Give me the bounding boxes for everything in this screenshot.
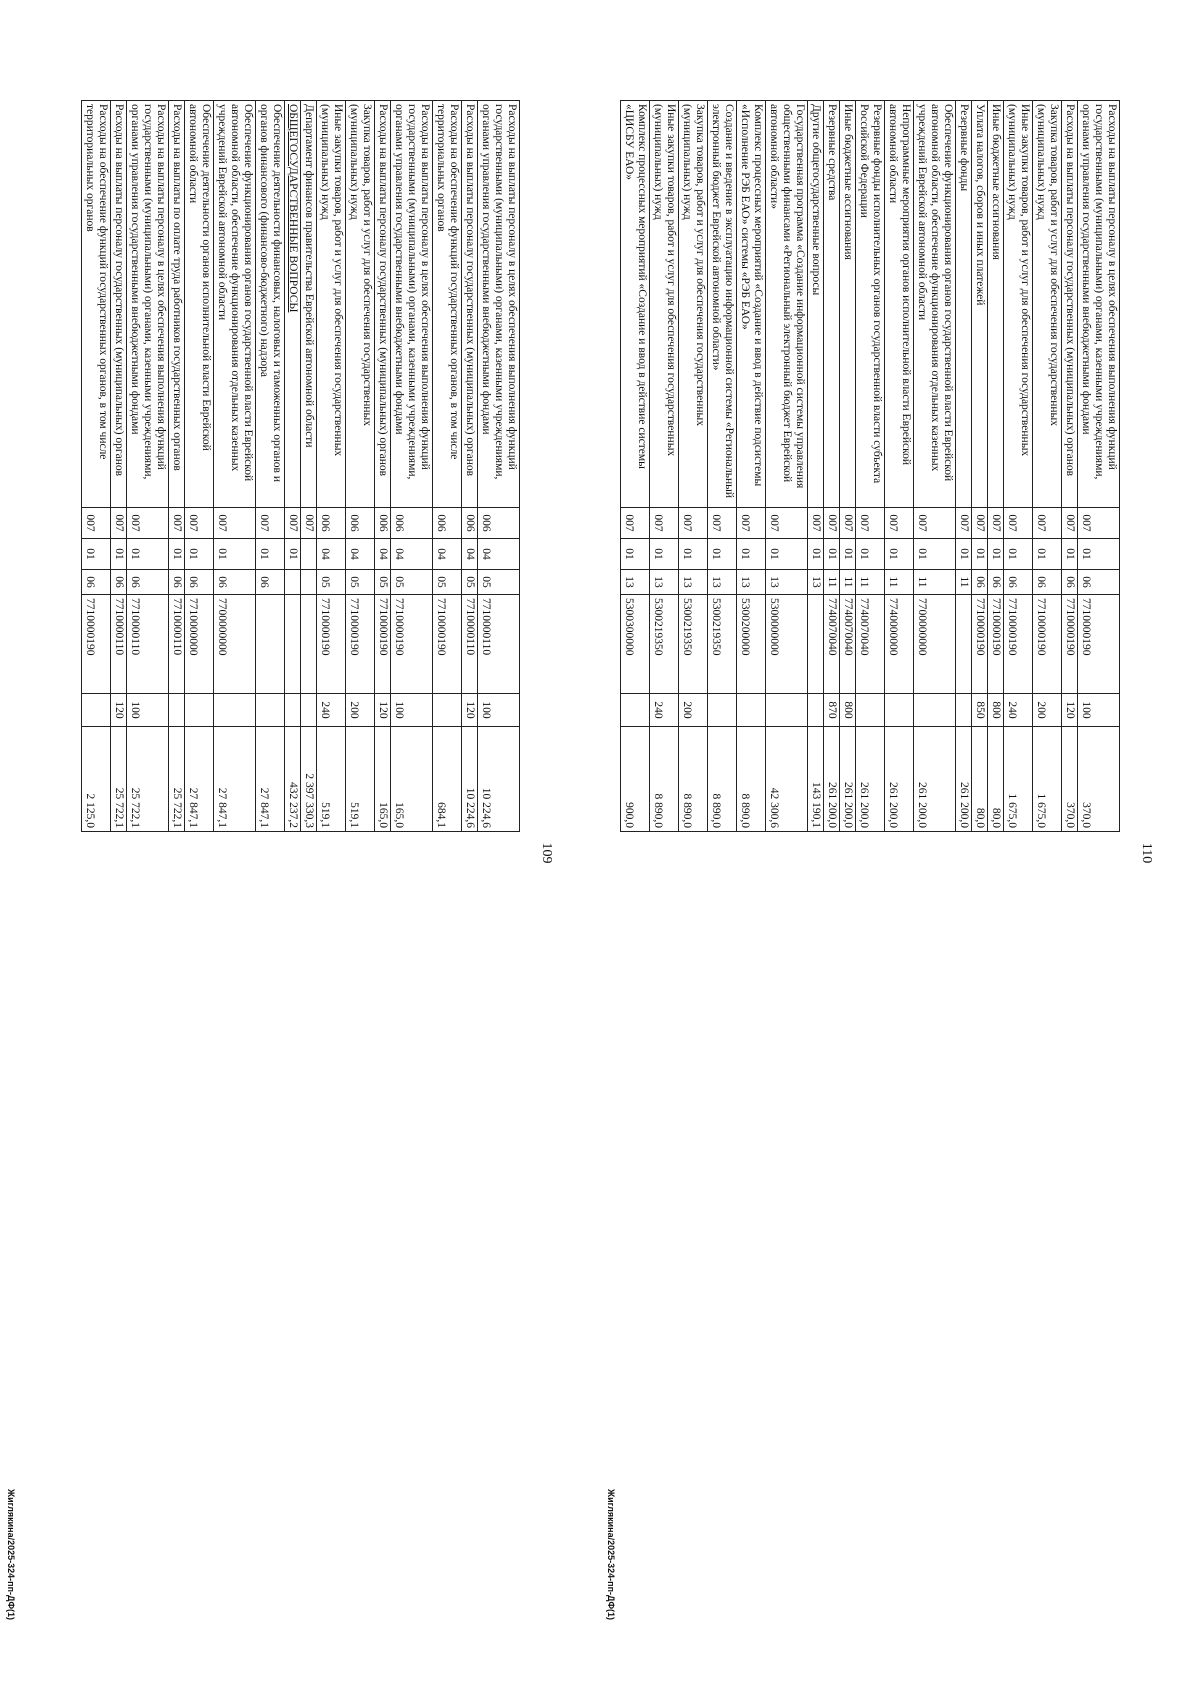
- grbs-code-cell: 007: [650, 508, 679, 539]
- grbs-code-cell: 007: [737, 508, 766, 539]
- section-code-cell: 01: [127, 539, 169, 570]
- section-code-cell: 01: [708, 539, 737, 570]
- subsection-code-cell: 05: [478, 570, 520, 595]
- subsection-code-cell: 06: [972, 570, 988, 595]
- table-row: [462, 101, 478, 832]
- expense-type-cell: [214, 694, 256, 727]
- subsection-code-cell: [301, 570, 317, 595]
- section-code-cell: 01: [972, 539, 988, 570]
- grbs-code-cell: 007: [256, 508, 285, 539]
- amount-cell: 27 847,1: [214, 727, 256, 832]
- row-name-cell: Непрограммные мероприятия органов исполнительной власти Еврейской автономной области: [885, 101, 914, 508]
- amount-cell: 25 722,1: [111, 727, 127, 832]
- section-code-cell: 01: [214, 539, 256, 570]
- subsection-code-cell: 06: [1062, 570, 1078, 595]
- amount-cell: 261 200,0: [885, 727, 914, 832]
- grbs-code-cell: 007: [766, 508, 808, 539]
- target-article-cell: 5300219350: [708, 595, 737, 694]
- row-name-cell: Другие общегосударственные вопросы: [808, 101, 824, 508]
- table-row: [956, 101, 972, 832]
- grbs-code-cell: 007: [82, 508, 111, 539]
- section-code-cell: 01: [737, 539, 766, 570]
- subsection-code-cell: 05: [462, 570, 478, 595]
- target-article-cell: 7710000110: [478, 595, 520, 694]
- amount-cell: 432 237,2: [285, 727, 301, 832]
- section-code-cell: 01: [82, 539, 111, 570]
- target-article-cell: 7710000000: [185, 595, 214, 694]
- target-article-cell: 7710000190: [391, 595, 433, 694]
- table-row: [766, 101, 808, 832]
- page-number: 109: [539, 842, 554, 864]
- row-name-cell: Расходы на выплаты по оплате труда работников государственных органов: [169, 101, 185, 508]
- section-code-cell: [301, 539, 317, 570]
- table-row: [1078, 101, 1120, 832]
- budget-table: [620, 100, 1120, 832]
- subsection-code-cell: [285, 570, 301, 595]
- table-row: [840, 101, 856, 832]
- expense-type-cell: 800: [840, 694, 856, 727]
- table-row: [650, 101, 679, 832]
- expense-type-cell: [185, 694, 214, 727]
- amount-cell: 25 722,1: [169, 727, 185, 832]
- subsection-code-cell: 05: [433, 570, 462, 595]
- table-row: [914, 101, 956, 832]
- target-article-cell: 5300300000: [621, 595, 650, 694]
- target-article-cell: 7710000190: [1062, 595, 1078, 694]
- table-row: [82, 101, 111, 832]
- target-article-cell: 5300200000: [737, 595, 766, 694]
- expense-type-cell: [82, 694, 111, 727]
- target-article-cell: 7710000190: [1004, 595, 1033, 694]
- amount-cell: 8 890,0: [650, 727, 679, 832]
- amount-cell: 8 890,0: [679, 727, 708, 832]
- expense-type-cell: 800: [988, 694, 1004, 727]
- row-name-cell: Расходы на выплаты персоналу в целях обеспечения выполнения функций государственными (муниципальными) органами, казенными учреждениями, органами управления государственными внебюджетными фондами: [391, 101, 433, 508]
- left-page: [0, 0, 560, 1706]
- table-row: [621, 101, 650, 832]
- target-article-cell: [301, 595, 317, 694]
- grbs-code-cell: 007: [972, 508, 988, 539]
- subsection-code-cell: 05: [317, 570, 346, 595]
- row-name-cell: Расходы на выплаты персоналу государственных (муниципальных) органов: [111, 101, 127, 508]
- table-row: [214, 101, 256, 832]
- grbs-code-cell: 007: [214, 508, 256, 539]
- subsection-code-cell: 06: [1033, 570, 1062, 595]
- expense-type-cell: 120: [1062, 694, 1078, 727]
- row-name-cell: Закупка товаров, работ и услуг для обеспечения государственных (муниципальных) нужд: [346, 101, 375, 508]
- table-row: [375, 101, 391, 832]
- target-article-cell: 5300219350: [679, 595, 708, 694]
- grbs-code-cell: 007: [285, 508, 301, 539]
- table-row: [169, 101, 185, 832]
- expense-type-cell: [856, 694, 885, 727]
- row-name-cell: Закупка товаров, работ и услуг для обеспечения государственных (муниципальных) нужд: [679, 101, 708, 508]
- amount-cell: 27 847,1: [185, 727, 214, 832]
- page-number: 110: [1139, 842, 1154, 864]
- target-article-cell: [808, 595, 824, 694]
- subsection-code-cell: 13: [679, 570, 708, 595]
- expense-type-cell: [808, 694, 824, 727]
- expense-type-cell: 870: [824, 694, 840, 727]
- amount-cell: 80,0: [988, 727, 1004, 832]
- grbs-code-cell: 007: [1004, 508, 1033, 539]
- section-code-cell: 04: [375, 539, 391, 570]
- grbs-code-cell: 007: [169, 508, 185, 539]
- amount-cell: 10 224,6: [462, 727, 478, 832]
- amount-cell: 519,1: [317, 727, 346, 832]
- subsection-code-cell: 06: [111, 570, 127, 595]
- row-name-cell: Расходы на обеспечение функций государственных органов, в том числе территориальных органов: [433, 101, 462, 508]
- row-name-cell: Расходы на выплаты персоналу государственных (муниципальных) органов: [1062, 101, 1078, 508]
- footer-code: Жиглякина/2025-324-пп-ДФ(1): [606, 1488, 616, 1620]
- grbs-code-cell: 006: [462, 508, 478, 539]
- row-name-cell: Обеспечение деятельности финансовых, налоговых и таможенных органов и органов финансового (финансово-бюджетного) надзора: [256, 101, 285, 508]
- table-row: [1033, 101, 1062, 832]
- expense-type-cell: 120: [111, 694, 127, 727]
- section-code-cell: 04: [433, 539, 462, 570]
- row-name-cell: Создание и введение в эксплуатацию информационной системы «Региональный электронный бюджет Еврейской автономной области»: [708, 101, 737, 508]
- grbs-code-cell: 007: [824, 508, 840, 539]
- table-row: [737, 101, 766, 832]
- expense-type-cell: 200: [346, 694, 375, 727]
- row-name-cell: Резервные средства: [824, 101, 840, 508]
- section-code-cell: 01: [840, 539, 856, 570]
- grbs-code-cell: 007: [185, 508, 214, 539]
- right-page-rotated-content: [600, 0, 1160, 1706]
- section-code-cell: 01: [914, 539, 956, 570]
- expense-type-cell: 200: [679, 694, 708, 727]
- amount-cell: 2 125,0: [82, 727, 111, 832]
- section-code-cell: 01: [766, 539, 808, 570]
- amount-cell: 2 397 330,3: [301, 727, 317, 832]
- section-code-cell: 01: [169, 539, 185, 570]
- expense-type-cell: 100: [1078, 694, 1120, 727]
- grbs-code-cell: 007: [856, 508, 885, 539]
- amount-cell: 261 200,0: [856, 727, 885, 832]
- target-article-cell: 7710000110: [111, 595, 127, 694]
- section-code-cell: 01: [956, 539, 972, 570]
- target-article-cell: [956, 595, 972, 694]
- row-name-cell: Иные закупки товаров, работ и услуг для обеспечения государственных (муниципальных) нужд: [650, 101, 679, 508]
- amount-cell: 684,1: [433, 727, 462, 832]
- expense-type-cell: 240: [650, 694, 679, 727]
- subsection-code-cell: 06: [1004, 570, 1033, 595]
- section-code-cell: 04: [462, 539, 478, 570]
- table-row: [317, 101, 346, 832]
- row-name-cell: Расходы на обеспечение функций государственных органов, в том числе территориальных органов: [82, 101, 111, 508]
- row-name-cell: Иные закупки товаров, работ и услуг для обеспечения государственных (муниципальных) нужд: [317, 101, 346, 508]
- amount-cell: 261 200,0: [824, 727, 840, 832]
- target-article-cell: 7710000190: [1033, 595, 1062, 694]
- target-article-cell: 7710000190: [375, 595, 391, 694]
- target-article-cell: 7710000190: [433, 595, 462, 694]
- subsection-code-cell: 13: [650, 570, 679, 595]
- table-row: [301, 101, 317, 832]
- amount-cell: 143 190,1: [808, 727, 824, 832]
- target-article-cell: 7740070040: [840, 595, 856, 694]
- left-page-rotated-content: [0, 0, 560, 1706]
- row-name-cell: Обеспечение функционирования органов государственной власти Еврейской автономной области, обеспечение функционирования отдельных казенных учреждений Еврейской автономной области: [214, 101, 256, 508]
- grbs-code-cell: 007: [885, 508, 914, 539]
- table-row: [856, 101, 885, 832]
- amount-cell: 8 890,0: [737, 727, 766, 832]
- budget-table: [81, 100, 520, 832]
- subsection-code-cell: 05: [391, 570, 433, 595]
- expense-type-cell: 100: [478, 694, 520, 727]
- section-code-cell: 01: [1062, 539, 1078, 570]
- section-code-cell: 01: [111, 539, 127, 570]
- row-name-cell: Расходы на выплаты персоналу в целях обеспечения выполнения функций государственными (муниципальными) органами, казенными учреждениями, органами управления государственными внебюджетными фондами: [1078, 101, 1120, 508]
- grbs-code-cell: 006: [433, 508, 462, 539]
- amount-cell: 370,0: [1062, 727, 1078, 832]
- amount-cell: 261 200,0: [840, 727, 856, 832]
- target-article-cell: 7710000190: [346, 595, 375, 694]
- subsection-code-cell: 13: [808, 570, 824, 595]
- amount-cell: 261 200,0: [914, 727, 956, 832]
- section-code-cell: 01: [1078, 539, 1120, 570]
- table-row: [433, 101, 462, 832]
- amount-cell: 25 722,1: [127, 727, 169, 832]
- target-article-cell: 7740070040: [824, 595, 840, 694]
- expense-type-cell: 120: [462, 694, 478, 727]
- target-article-cell: 7700000000: [214, 595, 256, 694]
- target-article-cell: [256, 595, 285, 694]
- subsection-code-cell: 11: [856, 570, 885, 595]
- section-code-cell: 04: [346, 539, 375, 570]
- row-name-cell: Расходы на выплаты персоналу в целях обеспечения выполнения функций государственными (муниципальными) органами, казенными учреждениями, органами управления государственными внебюджетными фондами: [478, 101, 520, 508]
- expense-type-cell: [169, 694, 185, 727]
- row-name-cell: Иные закупки товаров, работ и услуг для обеспечения государственных (муниципальных) нужд: [1004, 101, 1033, 508]
- subsection-code-cell: 11: [840, 570, 856, 595]
- subsection-code-cell: 06: [169, 570, 185, 595]
- table-row: [111, 101, 127, 832]
- grbs-code-cell: 007: [1078, 508, 1120, 539]
- target-article-cell: 5300000000: [766, 595, 808, 694]
- subsection-code-cell: 13: [708, 570, 737, 595]
- amount-cell: 370,0: [1078, 727, 1120, 832]
- row-name-cell: Комплекс процессных мероприятий «Создание и ввод в действие подсистемы «Исполнение РЭБ ЕАО» системы «РЭБ ЕАО»: [737, 101, 766, 508]
- table-row: [988, 101, 1004, 832]
- amount-cell: 165,0: [375, 727, 391, 832]
- row-name-cell: Резервные фонды: [956, 101, 972, 508]
- table-row: [824, 101, 840, 832]
- subsection-code-cell: 05: [346, 570, 375, 595]
- subsection-code-cell: 13: [737, 570, 766, 595]
- row-name-cell: Иные бюджетные ассигнования: [988, 101, 1004, 508]
- amount-cell: 1 675,0: [1033, 727, 1062, 832]
- amount-cell: 42 300,6: [766, 727, 808, 832]
- row-name-cell: Расходы на выплаты персоналу государственных (муниципальных) органов: [462, 101, 478, 508]
- table-row: [679, 101, 708, 832]
- grbs-code-cell: 006: [346, 508, 375, 539]
- expense-type-cell: 200: [1033, 694, 1062, 727]
- expense-type-cell: 120: [375, 694, 391, 727]
- expense-type-cell: [621, 694, 650, 727]
- grbs-code-cell: 007: [988, 508, 1004, 539]
- table-row: [285, 101, 301, 832]
- table-row: [391, 101, 433, 832]
- grbs-code-cell: 007: [301, 508, 317, 539]
- target-article-cell: 7710000190: [972, 595, 988, 694]
- target-article-cell: 7710000110: [462, 595, 478, 694]
- grbs-code-cell: 007: [708, 508, 737, 539]
- target-article-cell: 7710000190: [988, 595, 1004, 694]
- grbs-code-cell: 006: [391, 508, 433, 539]
- subsection-code-cell: 11: [885, 570, 914, 595]
- section-code-cell: 01: [621, 539, 650, 570]
- section-code-cell: 01: [1033, 539, 1062, 570]
- section-code-cell: 01: [650, 539, 679, 570]
- subsection-code-cell: 13: [621, 570, 650, 595]
- expense-type-cell: [766, 694, 808, 727]
- target-article-cell: 7710000190: [82, 595, 111, 694]
- section-code-cell: 01: [256, 539, 285, 570]
- expense-type-cell: [301, 694, 317, 727]
- grbs-code-cell: 007: [1033, 508, 1062, 539]
- expense-type-cell: [256, 694, 285, 727]
- right-page: [600, 0, 1160, 1706]
- section-code-cell: 04: [317, 539, 346, 570]
- row-name-cell: ОБЩЕГОСУДАРСТВЕННЫЕ ВОПРОСЫ: [285, 101, 301, 508]
- row-name-cell: Уплата налогов, сборов и иных платежей: [972, 101, 988, 508]
- subsection-code-cell: 06: [988, 570, 1004, 595]
- target-article-cell: 7710000190: [1078, 595, 1120, 694]
- amount-cell: 27 847,1: [256, 727, 285, 832]
- target-article-cell: 7710000110: [127, 595, 169, 694]
- table-row: [256, 101, 285, 832]
- subsection-code-cell: 06: [256, 570, 285, 595]
- row-name-cell: Закупка товаров, работ и услуг для обеспечения государственных (муниципальных) нужд: [1033, 101, 1062, 508]
- target-article-cell: 7700000000: [914, 595, 956, 694]
- subsection-code-cell: 06: [214, 570, 256, 595]
- section-code-cell: 01: [988, 539, 1004, 570]
- row-name-cell: Обеспечение функционирования органов государственной власти Еврейской автономной области, обеспечение функционирования отдельных казенных учреждений Еврейской автономной области: [914, 101, 956, 508]
- amount-cell: 8 890,0: [708, 727, 737, 832]
- section-code-cell: 01: [856, 539, 885, 570]
- section-code-cell: 01: [808, 539, 824, 570]
- section-code-cell: 01: [824, 539, 840, 570]
- row-name-cell: Комплекс процессных мероприятий «Создание и ввод в действие системы «ЦИСБУ ЕАО»: [621, 101, 650, 508]
- subsection-code-cell: 05: [375, 570, 391, 595]
- grbs-code-cell: 007: [808, 508, 824, 539]
- row-name-cell: Расходы на выплаты персоналу в целях обеспечения выполнения функций государственными (муниципальными) органами, казенными учреждениями, органами управления государственными внебюджетными фондами: [127, 101, 169, 508]
- grbs-code-cell: 006: [317, 508, 346, 539]
- section-code-cell: 01: [679, 539, 708, 570]
- grbs-code-cell: 007: [621, 508, 650, 539]
- target-article-cell: [285, 595, 301, 694]
- amount-cell: 1 675,0: [1004, 727, 1033, 832]
- section-code-cell: 01: [185, 539, 214, 570]
- amount-cell: 900,0: [621, 727, 650, 832]
- target-article-cell: 5300219350: [650, 595, 679, 694]
- amount-cell: 10 224,6: [478, 727, 520, 832]
- grbs-code-cell: 007: [679, 508, 708, 539]
- table-row: [127, 101, 169, 832]
- grbs-code-cell: 007: [111, 508, 127, 539]
- section-code-cell: 01: [1004, 539, 1033, 570]
- table-row: [1062, 101, 1078, 832]
- grbs-code-cell: 007: [1062, 508, 1078, 539]
- amount-cell: 261 200,0: [956, 727, 972, 832]
- row-name-cell: Резервные фонды исполнительных органов государственной власти субъекта Российской Федерации: [856, 101, 885, 508]
- grbs-code-cell: 007: [127, 508, 169, 539]
- table-row: [972, 101, 988, 832]
- grbs-code-cell: 007: [956, 508, 972, 539]
- table-row: [708, 101, 737, 832]
- row-name-cell: Департамент финансов правительства Еврейской автономной области: [301, 101, 317, 508]
- grbs-code-cell: 007: [914, 508, 956, 539]
- subsection-code-cell: 06: [1078, 570, 1120, 595]
- table-row: [185, 101, 214, 832]
- expense-type-cell: 850: [972, 694, 988, 727]
- grbs-code-cell: 007: [840, 508, 856, 539]
- section-code-cell: 04: [391, 539, 433, 570]
- amount-cell: 519,1: [346, 727, 375, 832]
- expense-type-cell: [885, 694, 914, 727]
- grbs-code-cell: 006: [375, 508, 391, 539]
- subsection-code-cell: 11: [824, 570, 840, 595]
- section-code-cell: 01: [885, 539, 914, 570]
- expense-type-cell: 100: [391, 694, 433, 727]
- expense-type-cell: 240: [1004, 694, 1033, 727]
- section-code-cell: 01: [285, 539, 301, 570]
- expense-type-cell: [737, 694, 766, 727]
- expense-type-cell: [708, 694, 737, 727]
- subsection-code-cell: 06: [127, 570, 169, 595]
- table-row: [1004, 101, 1033, 832]
- amount-cell: 165,0: [391, 727, 433, 832]
- row-name-cell: Государственная программа «Создание информационной системы управления общественными финансами «Региональный электронный бюджет Еврейской автономной области»: [766, 101, 808, 508]
- subsection-code-cell: 06: [82, 570, 111, 595]
- expense-type-cell: [914, 694, 956, 727]
- row-name-cell: Расходы на выплаты персоналу государственных (муниципальных) органов: [375, 101, 391, 508]
- target-article-cell: 7740000000: [885, 595, 914, 694]
- amount-cell: 80,0: [972, 727, 988, 832]
- footer-code: Жиглякина/2025-324-пп-ДФ(1): [6, 1488, 16, 1620]
- table-row: [885, 101, 914, 832]
- table-row: [478, 101, 520, 832]
- table-row: [808, 101, 824, 832]
- expense-type-cell: [956, 694, 972, 727]
- grbs-code-cell: 006: [478, 508, 520, 539]
- row-name-cell: Иные бюджетные ассигнования: [840, 101, 856, 508]
- expense-type-cell: [285, 694, 301, 727]
- expense-type-cell: [433, 694, 462, 727]
- subsection-code-cell: 11: [956, 570, 972, 595]
- subsection-code-cell: 11: [914, 570, 956, 595]
- subsection-code-cell: 06: [185, 570, 214, 595]
- target-article-cell: 7710000190: [317, 595, 346, 694]
- target-article-cell: 7710000110: [169, 595, 185, 694]
- subsection-code-cell: 13: [766, 570, 808, 595]
- target-article-cell: 7740070040: [856, 595, 885, 694]
- row-name-cell: Обеспечение деятельности органов исполнительной власти Еврейской автономной области: [185, 101, 214, 508]
- expense-type-cell: 100: [127, 694, 169, 727]
- expense-type-cell: 240: [317, 694, 346, 727]
- section-code-cell: 04: [478, 539, 520, 570]
- table-row: [346, 101, 375, 832]
